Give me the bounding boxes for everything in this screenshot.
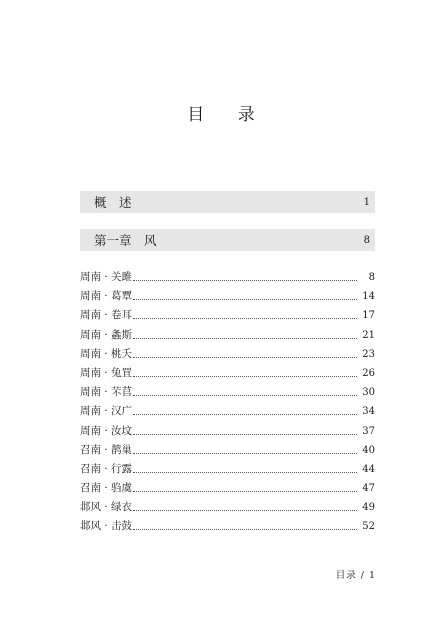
page-title: 目 录 xyxy=(187,105,269,125)
toc-entry[interactable] xyxy=(80,498,375,517)
toc-entry[interactable] xyxy=(80,326,375,345)
dot-leader xyxy=(133,383,357,396)
toc-entry-title: 召南 · 行露 xyxy=(80,462,133,475)
section-page-number: 8 xyxy=(363,234,370,246)
toc-entry-page: 30 xyxy=(362,387,375,399)
page-footer: 目录 / 1 xyxy=(335,570,376,581)
toc-entry-page: 26 xyxy=(362,367,375,379)
toc-entry-title: 邶风 · 击鼓 xyxy=(80,520,133,533)
section-title: 第一章 风 xyxy=(94,233,157,248)
dot-leader xyxy=(133,498,357,511)
toc-entry-page: 49 xyxy=(362,502,375,514)
toc-entry[interactable] xyxy=(80,287,375,306)
toc-entry[interactable] xyxy=(80,268,375,287)
toc-entry[interactable] xyxy=(80,364,375,383)
dot-leader xyxy=(133,268,357,281)
section-title: 概 述 xyxy=(94,195,132,210)
dot-leader xyxy=(133,422,357,435)
dot-leader xyxy=(133,364,357,377)
toc-entry-title: 周南 · 芣苢 xyxy=(80,386,133,399)
toc-entry-title: 周南 · 螽斯 xyxy=(80,328,133,341)
toc-entry-list xyxy=(80,268,375,537)
toc-entry-title: 周南 · 汉广 xyxy=(80,405,133,418)
toc-entry[interactable] xyxy=(80,441,375,460)
toc-entry-page: 34 xyxy=(362,406,375,418)
toc-entry-page: 14 xyxy=(362,291,375,303)
toc-entry-title: 周南 · 卷耳 xyxy=(80,309,133,322)
toc-entry-page: 52 xyxy=(362,521,375,533)
dot-leader xyxy=(133,306,357,319)
toc-entry-title: 周南 · 关雎 xyxy=(80,271,133,283)
dot-leader xyxy=(133,402,357,415)
toc-entry-title: 召南 · 驺虞 xyxy=(80,482,133,495)
dot-leader xyxy=(133,441,357,454)
toc-section-overview[interactable] xyxy=(80,191,375,213)
toc-entry-title: 周南 · 兔罝 xyxy=(80,366,133,379)
toc-entry-page: 8 xyxy=(368,272,375,283)
toc-entry-page: 37 xyxy=(362,425,375,437)
toc-entry-title: 邶风 · 绿衣 xyxy=(80,501,133,514)
toc-entry[interactable] xyxy=(80,345,375,364)
toc-entry[interactable] xyxy=(80,479,375,498)
toc-entry[interactable] xyxy=(80,306,375,325)
toc-entry[interactable] xyxy=(80,460,375,479)
dot-leader xyxy=(133,479,357,492)
toc-section-chapter-1[interactable] xyxy=(80,229,375,251)
dot-leader xyxy=(133,460,357,473)
toc-entry[interactable] xyxy=(80,422,375,441)
section-page-number: 1 xyxy=(363,196,370,208)
toc-entry-page: 44 xyxy=(362,463,375,475)
toc-entry-page: 40 xyxy=(362,444,375,456)
dot-leader xyxy=(133,326,357,339)
toc-entry[interactable] xyxy=(80,402,375,421)
toc-entry-page: 17 xyxy=(362,310,375,322)
toc-entry-title: 周南 · 桃夭 xyxy=(80,347,133,360)
toc-entry-title: 周南 · 汝坟 xyxy=(80,424,133,437)
toc-entry[interactable] xyxy=(80,383,375,402)
dot-leader xyxy=(133,345,357,358)
toc-entry-page: 21 xyxy=(362,329,375,341)
toc-entry-page: 23 xyxy=(362,348,375,360)
toc-entry[interactable] xyxy=(80,517,375,536)
toc-entry-page: 47 xyxy=(362,483,375,495)
toc-entry-title: 周南 · 葛覃 xyxy=(80,290,133,303)
toc-entry-title: 召南 · 鹊巢 xyxy=(80,443,133,456)
dot-leader xyxy=(133,517,357,530)
dot-leader xyxy=(133,287,357,300)
